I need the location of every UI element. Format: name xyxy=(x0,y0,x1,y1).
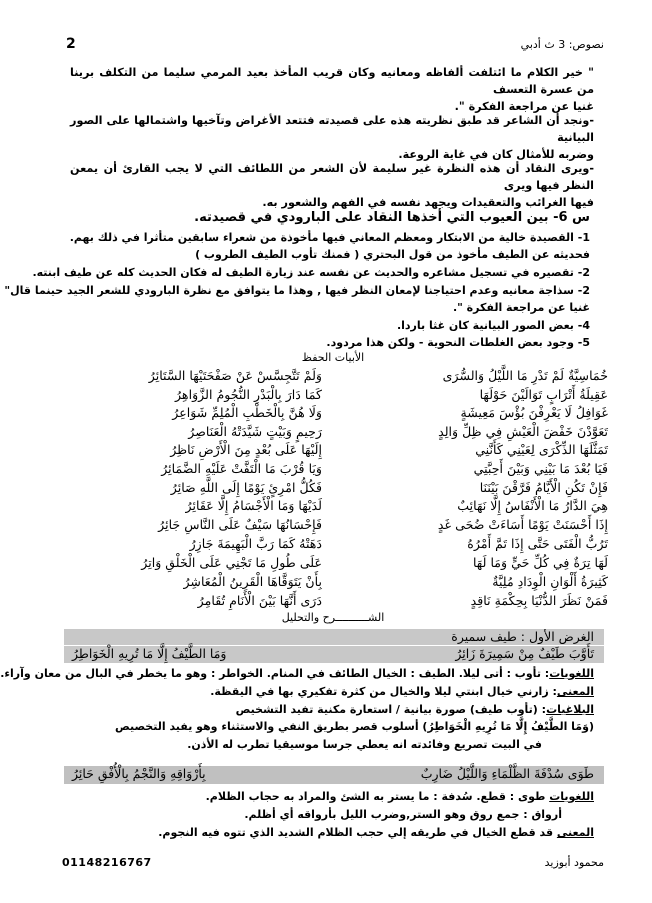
paragraph-application xyxy=(70,112,594,163)
verse-row xyxy=(58,593,608,613)
verse-second-half: بِأَنْ يَتَوَقَّاهَا الْقَرِينُ الْمُعَاشِرُ xyxy=(183,574,322,589)
verse-row xyxy=(58,536,608,556)
explanation-line xyxy=(60,702,594,717)
explanation-line xyxy=(60,684,594,699)
paragraph-line: -ونجد أن الشاعر قد طبق نظريته هذه على قصيدته فتتعد الأغراض وتآخيها واشتمالها على الصور البيانية xyxy=(70,114,594,144)
verse-row xyxy=(58,368,608,388)
intro-line: " خير الكلام ما ائتلفت ألفاظه ومعانيه وكان قريب المأخذ بعيد المرمي سليما من التكلف برينا من عسرة التعسف xyxy=(70,66,594,96)
line-key: البلاغيات xyxy=(546,703,594,716)
paragraph-line: وضربه للأمثال كان في غاية الروعة. xyxy=(398,148,594,161)
verse-second-half: فَكُلُّ امْرِئٍ يَوْمًا إِلَى اللَّهِ صَائِرُ xyxy=(170,480,322,495)
verse-second-half: دَهَتْهُ كَمَا رَبَّ الْبَهِيمَةَ جَازِرُ xyxy=(189,536,322,551)
verse-first-half: تَعَوَّدْنَ خَفْضَ الْعَيْشِ فِي ظِلِّ وَالِدٍ xyxy=(438,424,608,439)
verse-first-half: خُمَاسِيَّةٌ لَمْ تَدْرِ مَا اللَّيْلُ وَالسُّرَى xyxy=(442,368,608,383)
explanation-line xyxy=(60,825,594,840)
verse-first-half: طَوَى سُدْفَةَ الظَّلْمَاءِ وَاللَّيْلُ ضَارِبٌ xyxy=(420,766,594,781)
verse-first-half: تَمَثَّلَهَا الذِّكْرَى لِعَيْنِي كَأَنَّنِي xyxy=(475,442,608,457)
header-title: نصوص: 3 ث أدبي xyxy=(520,38,604,51)
line-value: : زارني خيال ابنتي ليلا والخيال من كثرة تفكيري بها في اليقظة. xyxy=(210,685,557,698)
author-name: محمود أبوزيد xyxy=(544,856,604,869)
analysis-title: الشــــــــــرح والتحليل xyxy=(281,611,385,624)
answer-line: غنيا عن مراجعة الفكرة ". xyxy=(452,301,590,314)
answer-line: 2- سذاجة معانيه وعدم احتياجنا لإمعان النظر فيها , وهذا ما يتوافق مع نظرة البارودي للشعر الجيد حينما قال" xyxy=(4,284,590,297)
question-6: س 6- بين العيوب التي أخذها النقاد على البارودي في قصيدته. xyxy=(194,210,590,225)
verse-first-half: هِيَ الدَّارُ مَا الْأَنْفَاسُ إِلَّا نَهَائِبٌ xyxy=(457,498,608,513)
verse-row xyxy=(58,424,608,444)
verse-row xyxy=(58,461,608,481)
line-value: في البيت تصريع وفائدته انه يعطي جرسا موسيقيا تطرب له الأذن. xyxy=(187,738,542,751)
line-value: (وَمَا الطَّيْفُ إِلَّا مَا تُرِيهِ الْخَوَاطِرُ) أسلوب قصر بطريق النفي والاستثناء وهو يفيد التخصيص xyxy=(114,720,594,733)
verses-title: الأبيات الحفظ xyxy=(301,351,365,364)
verse-row xyxy=(58,387,608,407)
verse-second-half: فَإِحْسَانُهَا سَيْفٌ عَلَى النَّاسِ جَائِرُ xyxy=(158,517,322,532)
line-key: المعنى xyxy=(556,826,594,839)
verse-first-half: لَهَا تِرَةٌ فِي كُلِّ حَيٍّ وَمَا لَهَا xyxy=(472,555,608,570)
verse-second-half: إِلَيْهَا عَلَى بُعْدٍ مِنَ الْأَرْضِ نَاظِرُ xyxy=(170,442,322,457)
section-title: الغرض الأول : طيف سميرة xyxy=(451,629,594,644)
verse-highlight-bar xyxy=(64,646,604,663)
verse-second-half: عَلَى طُولِ مَا تَجْنِي عَلَى الْخَلْقِ وَاتِرُ xyxy=(141,555,322,570)
line-value: أرواق : جمع روق وهو الستر,وضرب الليل بأرواقه أي أظلم. xyxy=(244,808,562,821)
explanation-line xyxy=(60,719,594,734)
explanation-line xyxy=(0,666,594,681)
line-value: : تأوب : أتى ليلا. الطيف : الخيال الطائف في المنام. الخواطر : وهو ما يخطر في البال من معان وآراء. xyxy=(0,667,550,680)
phone-number: 01148216767 xyxy=(62,856,152,869)
paragraph-line: فيها الغرائب والتعقيدات ويجهد نفسه في الفهم والشعور به. xyxy=(262,196,594,209)
paragraph-line: -ويرى النقاد أن هذه النظرة غير سليمة لأن الشعر من اللطائف التي لا يجب القارئ أن يمعن النظر فيها ويرى xyxy=(70,162,594,192)
verse-second-half: بِأَرْوَاقِهِ وَالنَّجْمُ بِالْأُفْقِ حَائِرُ xyxy=(72,766,206,781)
verse-first-half: تَرُبُّ الْفَتَى حَتَّى إِذَا تَمَّ أَمْرُهُ xyxy=(467,536,608,551)
verse-second-half: كَمَا دَارَ بِالْبَدْرِ النُّجُومُ الزَّوَاهِرُ xyxy=(174,387,322,402)
line-value: طوى : قطع. سُدفة : ما يستر به الشئ والمراد به حجاب الظلام. xyxy=(205,790,550,803)
verse-row xyxy=(58,498,608,518)
line-key: المعنى xyxy=(556,685,594,698)
answer-line: 5- وجود بعض الغلطات النحوية - ولكن هذا مردود. xyxy=(326,336,590,349)
line-value: قد قطع الخيال في طريقه إلي حجب الظلام الشديد الذي تتوه فيه النجوم. xyxy=(158,826,557,839)
answer-line: 1- القصيدة خالية من الابتكار ومعظم المعاني فيها مأخوذة من شعراء سابقين متأثرا في ذلك بهم. xyxy=(69,231,590,244)
answer-line: فحديثه عن الطيف مأخوذ من قول البحتري ( فمنك تأوب الطيف الطروب ) xyxy=(195,248,590,261)
verse-second-half: دَرَى أَنَّهَا بَيْنَ الْأَنَامِ تُقَامِرُ xyxy=(197,593,322,608)
verse-row xyxy=(58,442,608,462)
answer-line: 2- تقصيره في تسجيل مشاعره والحديث عن نفسه عند زيارة الطيف له فكان الحديث كله عن طيف ابنته. xyxy=(32,266,590,279)
section-title-bar xyxy=(64,629,604,645)
verse-first-half: كَثِيرَةُ أَلْوَانِ الْوِدَادِ مُلِيَّةٌ xyxy=(492,574,608,589)
line-key: اللغويات xyxy=(549,667,594,680)
line-value: : (تأوب طيف) صورة بيانية / استعارة مكنية تفيد التشخيص xyxy=(235,703,547,716)
verse-row xyxy=(58,555,608,575)
explanation-line xyxy=(60,807,562,822)
verse-second-half: رَحِيمٍ وَبَيْتٍ شَيَّدَتْهُ الْعَنَاصِرُ xyxy=(188,424,322,439)
verse-first-half: تَأَوَّبَ طَيْفٌ مِنْ سَمِيرَةَ زَائِرُ xyxy=(455,646,594,661)
line-key: اللغويات xyxy=(549,790,594,803)
verse-highlight-bar xyxy=(64,766,604,784)
verse-first-half: فَيَا بُعْدَ مَا بَيْنِي وَبَيْنَ أَحِبَّتِي xyxy=(473,461,608,476)
verse-second-half: لَدَيْهَا وَمَا الْأَجْسَامُ إِلَّا عَقَائِرُ xyxy=(185,498,322,513)
intro-line: غنيا عن مراجعة الفكرة ". xyxy=(454,100,594,113)
page-header xyxy=(66,38,604,52)
explanation-line xyxy=(60,737,542,752)
verse-row xyxy=(58,480,608,500)
page-footer xyxy=(62,856,604,870)
intro-quote xyxy=(70,64,594,115)
verse-row xyxy=(58,405,608,425)
page-number: 2 xyxy=(66,36,76,52)
verse-first-half: فَمَنْ نَظَرَ الدُّنْيَا بِحِكْمَةِ نَاقِدٍ xyxy=(470,593,608,608)
verse-first-half: إِذَا أَحْسَنَتْ يَوْمًا أَسَاءَتْ ضُحَى غَدٍ xyxy=(437,517,608,532)
verse-first-half: عَقِيلَةُ أَتْرَابٍ تَوَالَيْنَ حَوْلَهَا xyxy=(479,387,608,402)
verse-row xyxy=(58,517,608,537)
answer-line: 4- بعض الصور البيانية كان غثا باردا. xyxy=(396,319,590,332)
verse-second-half: وَلَمْ تَتَّجِسَّسْ عَنْ صَفْحَتَيْهَا السَّتَائِرُ xyxy=(148,368,322,383)
explanation-line xyxy=(60,789,594,804)
verse-first-half: غَوَافِلُ لَا يَعْرِفْنَ بُؤْسَ مَعِيشَةٍ xyxy=(460,405,608,420)
verse-first-half: فَإِنْ تَكُنِ الْأَيَّامُ فَرَّقْنَ بَيْنَنَا xyxy=(479,480,608,495)
paragraph-critics xyxy=(70,160,594,211)
verse-row xyxy=(58,574,608,594)
verse-second-half: وَلَا هُنَّ بِالْخَطْبِ الْمُلِمِّ شَوَاعِرُ xyxy=(172,405,322,420)
verse-second-half: وَيَا قُرْبَ مَا الْتَفَّتْ عَلَيْهِ الضَّمَائِرُ xyxy=(161,461,322,476)
verse-second-half: وَمَا الطَّيْفُ إِلَّا مَا تُرِيهِ الْخَوَاطِرُ xyxy=(72,646,227,661)
